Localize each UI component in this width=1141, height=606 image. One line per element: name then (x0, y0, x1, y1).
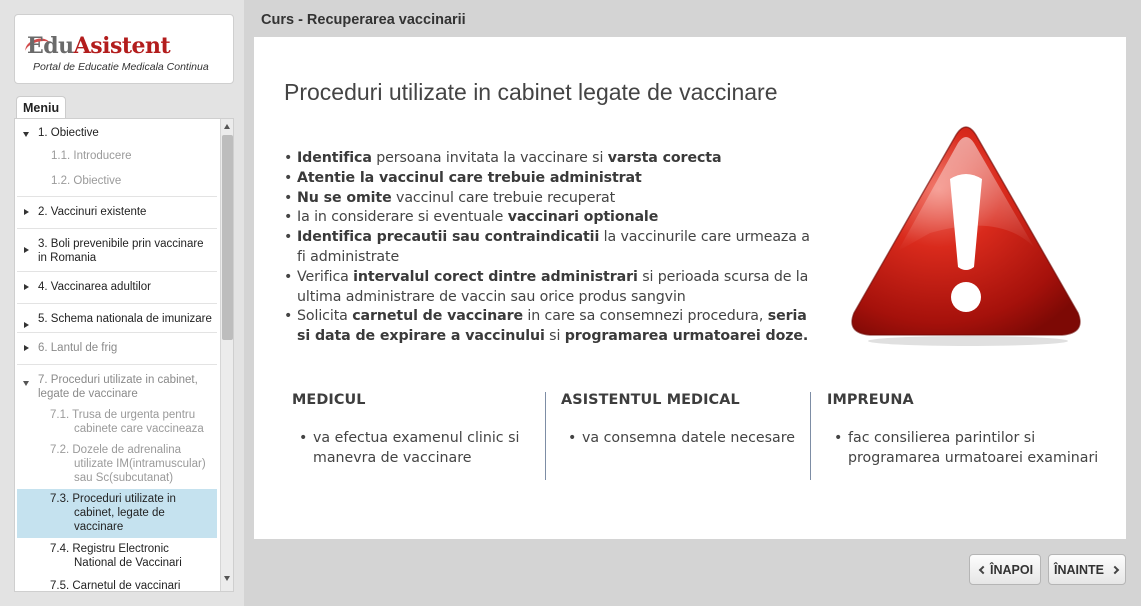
chevron-right-icon (24, 284, 29, 290)
column-heading: MEDICUL (292, 392, 366, 408)
chevron-down-icon (23, 381, 29, 386)
column-asistent (561, 392, 806, 480)
scroll-down-icon[interactable] (224, 576, 230, 581)
column-divider (810, 392, 811, 480)
menu-item-7-2[interactable]: 7.2. Dozele de adrenalina utilizate IM(intramuscular) sau Sc(subcutanat) (50, 444, 206, 484)
logo-subtitle: Portal de Educatie Medicala Continua (33, 61, 209, 73)
chevron-left-icon (979, 566, 987, 574)
column-heading: ASISTENTUL MEDICAL (561, 392, 740, 408)
main-area (244, 0, 1141, 606)
list-item: • Nu se omite vaccinul care trebuie recuperat (284, 189, 812, 209)
left-panel (0, 0, 244, 606)
column-medicul (292, 392, 544, 480)
scroll-up-icon[interactable] (224, 124, 230, 129)
menu-item-1[interactable]: 1. Obiective (17, 121, 217, 146)
menu-item-7-1[interactable]: 7.1. Trusa de urgenta pentru cabinete care vaccineaza (50, 409, 204, 435)
menu-item-6[interactable]: 6. Lantul de frig (17, 332, 217, 364)
menu-item-2[interactable]: 2. Vaccinuri existente (17, 196, 217, 228)
menu-panel (14, 118, 234, 592)
next-button[interactable]: ÎNAINTE (1048, 554, 1126, 585)
column-item: • va consemna datele necesare (561, 428, 806, 448)
logo (14, 14, 234, 84)
course-title: Curs - Recuperarea vaccinarii (261, 12, 466, 28)
chevron-down-icon (23, 132, 29, 137)
chevron-right-icon (1111, 566, 1119, 574)
menu-item-7-5[interactable]: 7.5. Carnetul de vaccinari (50, 580, 181, 592)
menu-item-5[interactable]: 5. Schema nationala de imunizare (17, 303, 217, 332)
logo-wordmark: EduAsistent (27, 33, 171, 59)
column-heading: IMPREUNA (827, 392, 914, 408)
menu-item-4[interactable]: 4. Vaccinarea adultilor (17, 271, 217, 303)
menu-item-1-1[interactable]: 1.1. Introducere (51, 150, 132, 162)
chevron-right-icon (24, 322, 29, 328)
warning-triangle-icon (850, 121, 1082, 347)
chevron-right-icon (24, 345, 29, 351)
scroll-thumb[interactable] (222, 135, 233, 340)
column-impreuna (827, 392, 1117, 480)
list-item: • Verifica intervalul corect dintre administrari si perioada scursa de la ultima administrare de vaccin sau orice produs sangvin (284, 268, 812, 308)
list-item: • Atentie la vaccinul care trebuie administrat (284, 169, 812, 189)
list-item: • Solicita carnetul de vaccinare in care sa consemnezi procedura, seria si data de expirare a vaccinului si programarea urmatoarei doze. (284, 307, 812, 347)
menu-item-7-3-active[interactable]: 7.3. Proceduri utilizate in cabinet, legate de vaccinare (17, 489, 217, 538)
slide-content (254, 37, 1126, 539)
list-item: • Identifica precautii sau contraindicatii la vaccinurile care urmeaza a fi administrate (284, 228, 812, 268)
column-item: • va efectua examenul clinic si manevra de vaccinare (292, 428, 544, 468)
list-item: • Ia in considerare si eventuale vaccinari optionale (284, 208, 812, 228)
menu-list (17, 121, 217, 592)
menu-tab[interactable]: Meniu (16, 96, 66, 118)
menu-item-7[interactable]: 7. Proceduri utilizate in cabinet, legate de vaccinare (17, 364, 217, 405)
list-item: • Identifica persoana invitata la vaccinare si varsta corecta (284, 149, 812, 169)
menu-item-7-4[interactable]: 7.4. Registru Electronic National de Vaccinari (50, 543, 182, 569)
menu-item-1-2[interactable]: 1.2. Obiective (51, 175, 122, 187)
menu-scrollbar[interactable] (220, 119, 234, 591)
prev-button[interactable]: ÎNAPOI (969, 554, 1041, 585)
procedure-list (284, 149, 812, 347)
column-divider (545, 392, 546, 480)
chevron-right-icon (24, 209, 29, 215)
slide-title: Proceduri utilizate in cabinet legate de vaccinare (284, 79, 778, 105)
column-item: • fac consilierea parintilor si programarea urmatoarei examinari (827, 428, 1117, 468)
menu-item-3[interactable]: 3. Boli prevenibile prin vaccinare in Romania (17, 228, 217, 271)
chevron-right-icon (24, 247, 29, 253)
